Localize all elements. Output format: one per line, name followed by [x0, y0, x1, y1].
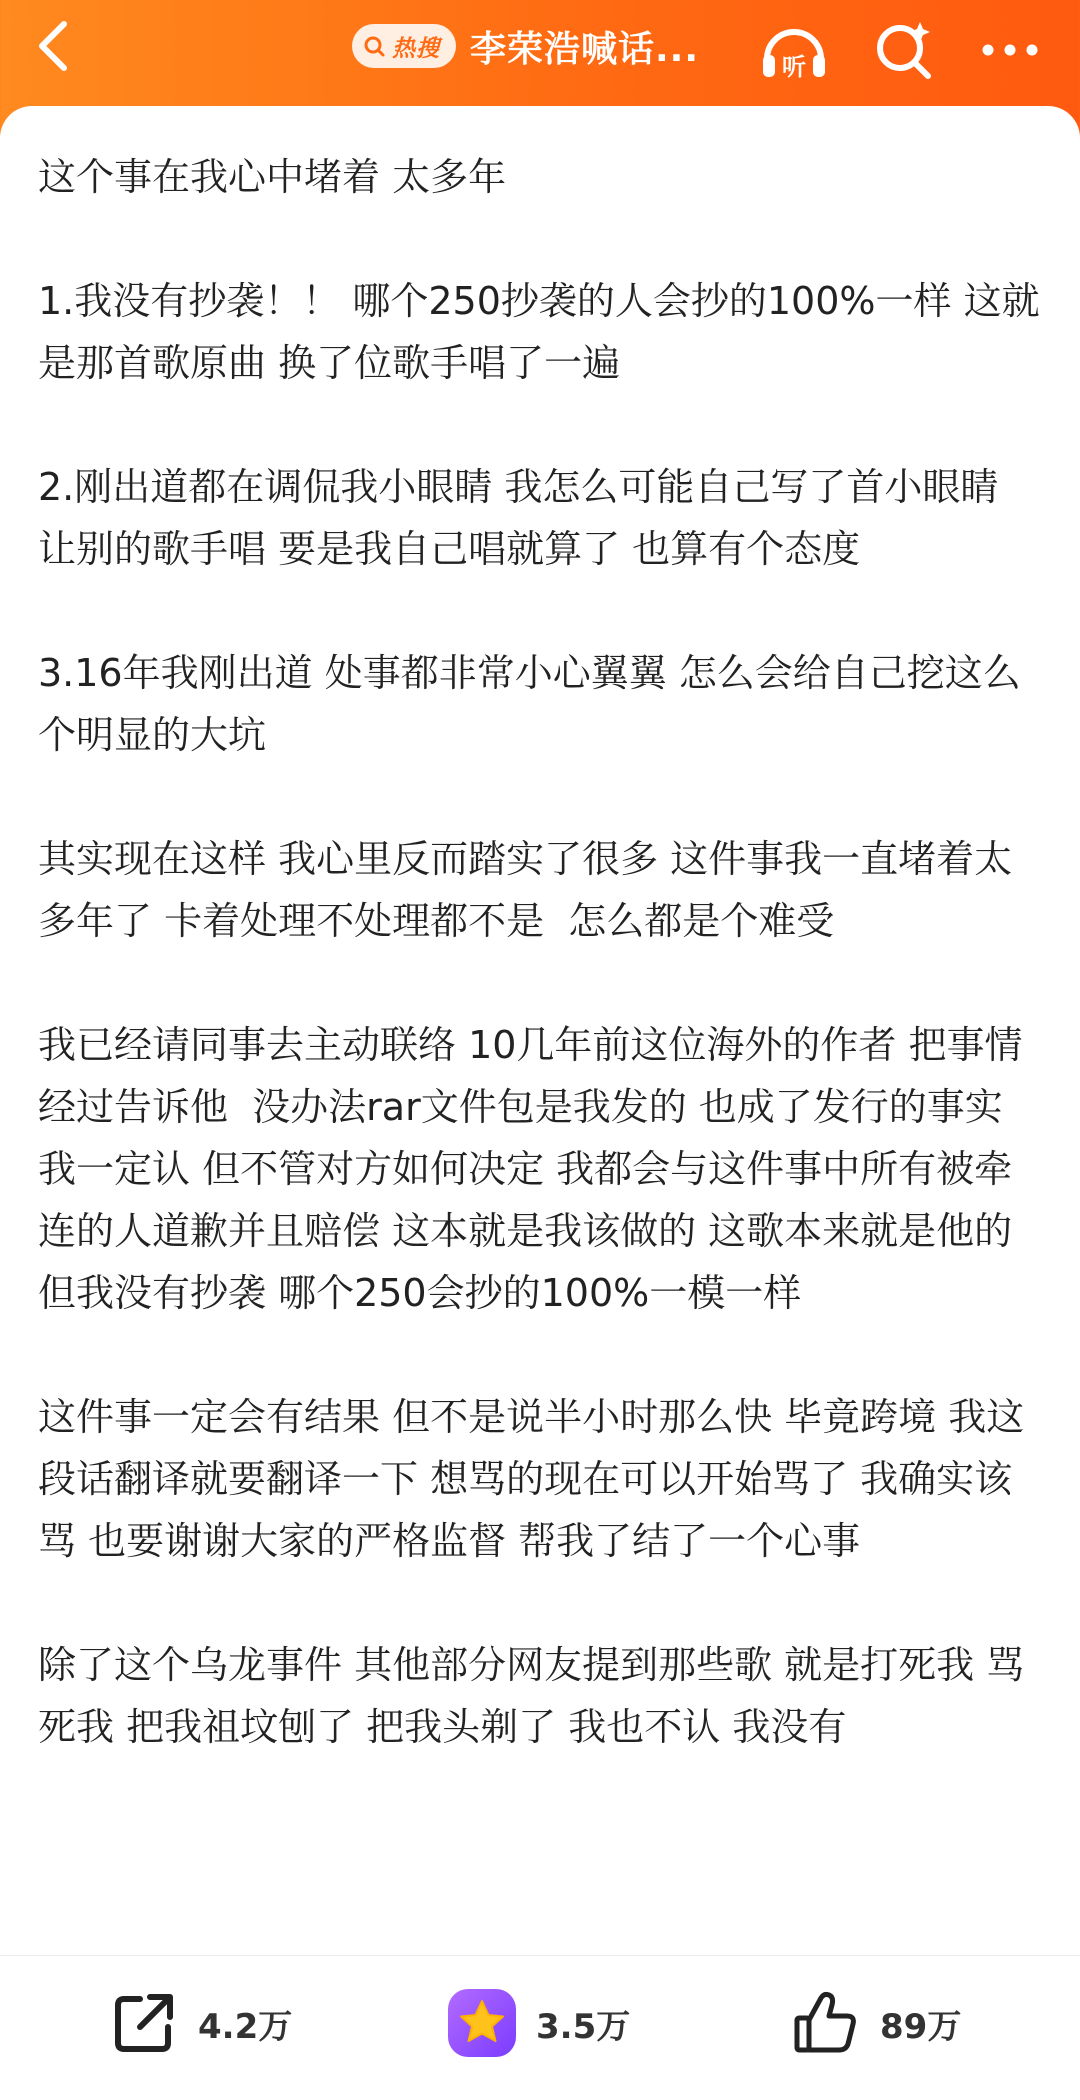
search-icon [362, 34, 386, 58]
favorite-count: 3.5万 [536, 2006, 631, 2047]
header-bar [0, 0, 1080, 110]
paragraph: 我已经请同事去主动联络 10几年前这位海外的作者 把事情经过告诉他 没办法rar文件包是我发的 也成了发行的事实 我一定认 但不管对方如何决定 我都会与这件事中所有被牵连的人道歉并且赔偿 这本就是我该做的 这歌本来就是他的 但我没有抄袭 哪个250会抄的100%一模一样 [38, 1023, 1025, 1315]
paragraph: 其实现在这样 我心里反而踏实了很多 这件事我一直堵着太多年了 卡着处理不处理都不是 怎么都是个难受 [38, 837, 1013, 943]
paragraph: 这个事在我心中堵着 太多年 [38, 155, 507, 199]
search-sparkle-icon [872, 18, 936, 82]
thumb-up-icon [790, 1987, 862, 2059]
paragraph: 3.16年我刚出道 处事都非常小心翼翼 怎么会给自己挖这么个明显的大坑 [38, 651, 1021, 757]
search-button[interactable] [868, 14, 940, 86]
headphone-icon [759, 19, 829, 81]
title-group[interactable] [352, 20, 699, 72]
like-button[interactable] [790, 1982, 961, 2064]
back-arrow-icon [34, 18, 74, 74]
more-button[interactable] [974, 14, 1046, 86]
like-count: 89万 [880, 2006, 962, 2047]
paragraph: 这件事一定会有结果 但不是说半小时那么快 毕竟跨境 我这段话翻译就要翻译一下 想骂的现在可以开始骂了 我确实该骂 也要谢谢大家的严格监督 帮我了结了一个心事 [38, 1395, 1025, 1563]
more-icon [980, 40, 1040, 60]
star-icon [446, 1987, 518, 2059]
hot-badge-label: 热搜 [392, 35, 440, 62]
share-button[interactable] [108, 1982, 292, 2064]
share-icon [108, 1987, 180, 2059]
listen-button[interactable] [758, 14, 830, 86]
share-count: 4.2万 [198, 2006, 293, 2047]
paragraph: 2.刚出道都在调侃我小眼睛 我怎么可能自己写了首小眼睛 让别的歌手唱 要是我自己唱就算了 也算有个态度 [38, 465, 1011, 571]
hot-search-badge[interactable] [352, 24, 456, 68]
bottom-action-bar [0, 1955, 1080, 2100]
back-button[interactable] [24, 14, 84, 78]
content-card [0, 106, 1080, 2100]
page-title: 李荣浩喊话... [470, 28, 700, 70]
listen-label: 听 [782, 53, 806, 81]
article-body [38, 146, 1048, 1820]
paragraph: 除了这个乌龙事件 其他部分网友提到那些歌 就是打死我 骂死我 把我祖坟刨了 把我头剃了 我也不认 我没有 [38, 1643, 1025, 1749]
paragraph: 1.我没有抄袭！！ 哪个250抄袭的人会抄的100%一样 这就是那首歌原曲 换了位歌手唱了一遍 [38, 279, 1040, 385]
favorite-button[interactable] [446, 1982, 630, 2064]
